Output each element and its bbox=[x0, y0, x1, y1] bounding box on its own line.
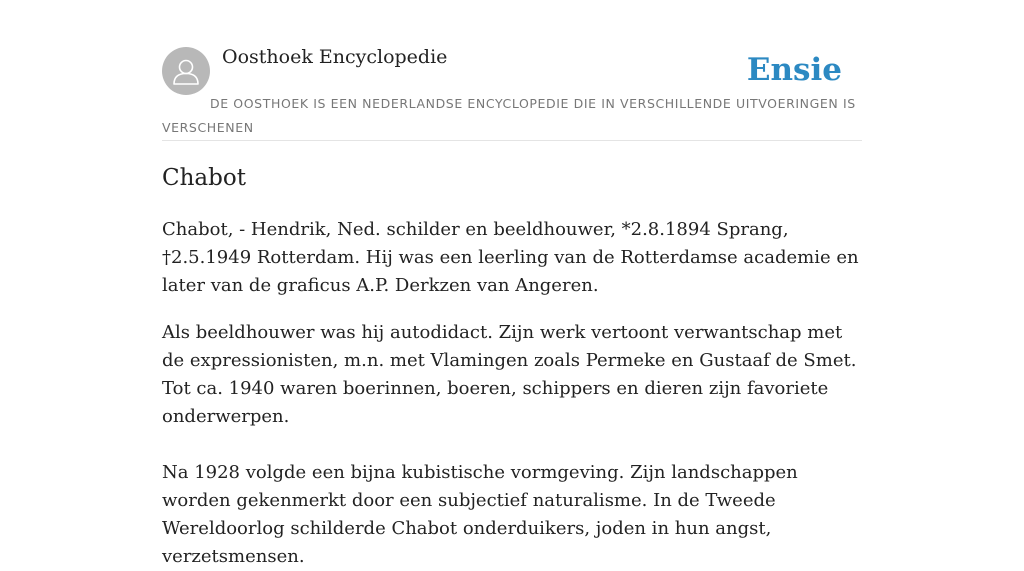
site-name[interactable]: Oosthoek Encyclopedie bbox=[222, 46, 448, 68]
user-silhouette-icon bbox=[162, 47, 210, 95]
brand-logo[interactable]: Ensie bbox=[746, 52, 842, 88]
user-avatar-icon[interactable] bbox=[162, 47, 210, 95]
site-header bbox=[162, 44, 862, 141]
article bbox=[162, 160, 862, 571]
article-paragraph: Chabot, - Hendrik, Ned. schilder en beeldhouwer, *2.8.1894 Sprang, †2.5.1949 Rotterdam. Hij was een leerling van de Rotterdamse academie en later van de graficus A.P. Derkzen van Angeren. bbox=[162, 219, 859, 296]
site-tagline: DE OOSTHOEK IS EEN NEDERLANDSE ENCYCLOPEDIE DIE IN VERSCHILLENDE UITVOERINGEN IS VERSCHENEN bbox=[162, 96, 856, 135]
article-title: Chabot bbox=[162, 165, 246, 191]
article-paragraph: Als beeldhouwer was hij autodidact. Zijn werk vertoont verwantschap met de expressionisten, m.n. met Vlamingen zoals Permeke en Gustaaf de Smet. Tot ca. 1940 waren boerinnen, boeren, schippers en dieren zijn favoriete onderwerpen. Na 1928 volgde een bijna kubistische vormgeving. Zijn landschappen worden gekenmerkt door een subjectief naturalisme. In de Tweede Wereldoorlog schilderde Chabot onderduikers, joden in hun angst, verzetsmensen. bbox=[162, 322, 857, 567]
